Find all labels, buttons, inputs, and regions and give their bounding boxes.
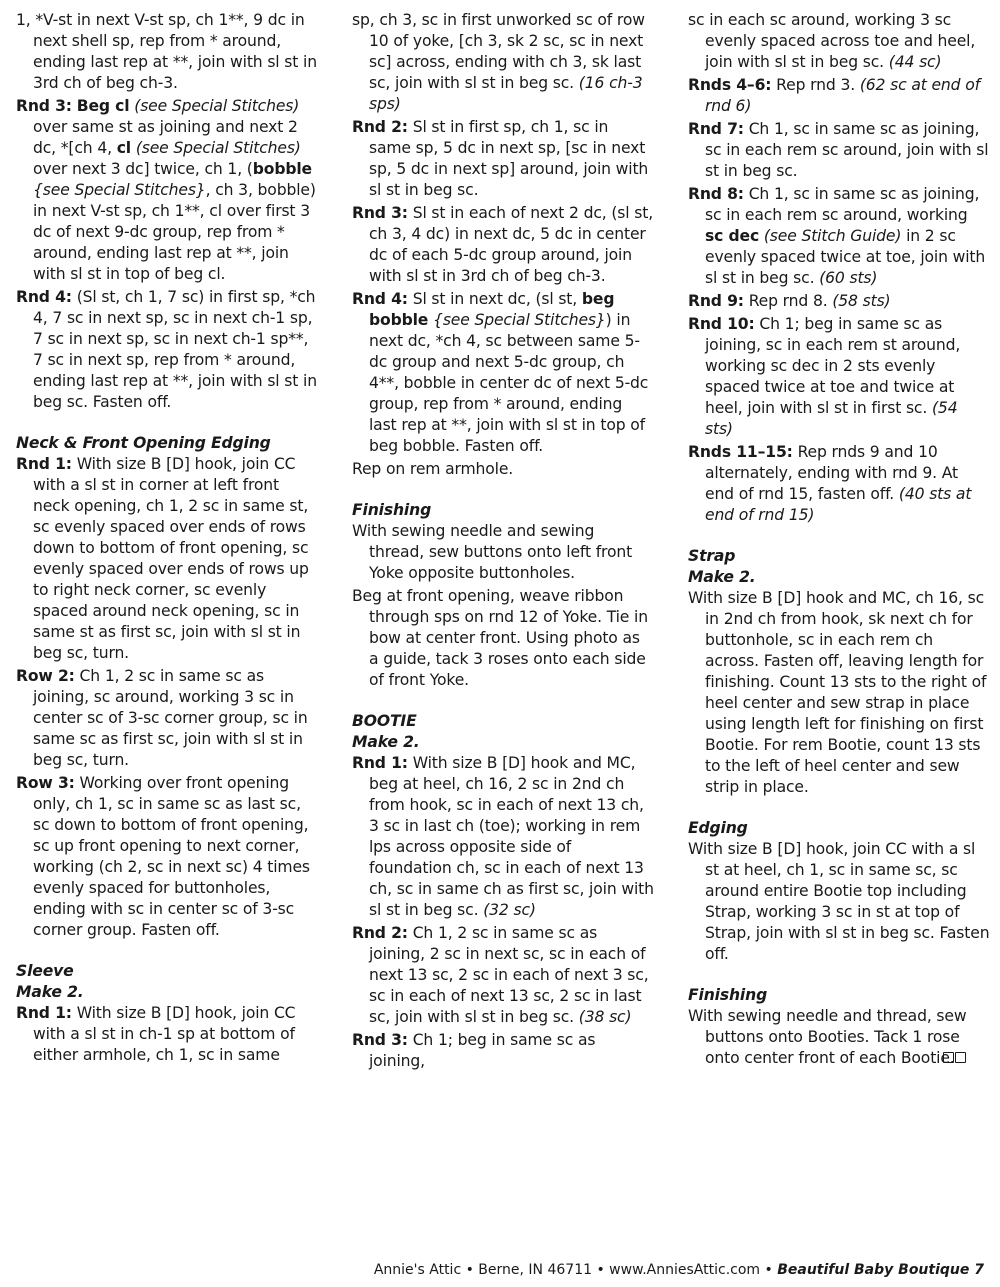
instruction-paragraph — [352, 117, 654, 201]
stitch-term: cl — [116, 139, 132, 157]
instruction-paragraph — [352, 289, 654, 457]
round-label: Rnd 4: — [16, 288, 72, 306]
body-text: Rep rnd 8. — [743, 292, 833, 310]
note-text: (16 ch-3 sps) — [369, 74, 643, 113]
round-label: Rnd 8: — [688, 185, 744, 203]
body-text: ) in next dc, *ch 4, sc between same 5-dc group and next 5-dc group, ch 4**, bobble in center dc of next 5-dc group, rep from * around, ending last rep at **, join with sl st in top of beg bobble. Fasten off. — [369, 311, 649, 455]
instruction-paragraph — [352, 923, 654, 1028]
note-text: (58 sts) — [832, 292, 891, 310]
round-label: Row 2: — [16, 667, 75, 685]
instruction-paragraph — [16, 96, 318, 285]
instruction-paragraph — [688, 75, 990, 117]
round-label: Rnd 2: — [352, 118, 408, 136]
body-text: Ch 1; beg in same sc as joining, — [369, 1031, 596, 1070]
body-text: With sewing needle and thread, sew buttons onto Booties. Tack 1 rose onto center front of each Bootie. — [688, 1007, 967, 1067]
instruction-paragraph — [688, 291, 990, 312]
note-text: {see Special Stitches} — [33, 181, 206, 199]
round-label: Rnd 9: — [688, 292, 744, 310]
instruction-paragraph — [688, 588, 990, 798]
body-text: (Sl st, ch 1, 7 sc) in first sp, *ch 4, 7 sc in next sp, sc in next ch-1 sp, 7 sc in next sp, sc in next ch-1 sp**, 7 sc in next sp, rep from * around, ending last rep at **, join with sl st in beg sc. Fasten off. — [33, 288, 317, 411]
body-text: Ch 1; beg in same sc as joining, sc in each rem st around, working sc dec in 2 sts evenly spaced twice at toe and twice at heel, join with sl st in first sc. — [705, 315, 961, 417]
instruction-paragraph — [352, 459, 654, 480]
body-text: over next 3 dc] twice, ch 1, ( — [33, 160, 253, 178]
instruction-paragraph — [688, 184, 990, 289]
instruction-paragraph — [16, 454, 318, 664]
instruction-paragraph — [16, 287, 318, 413]
note-text: (40 sts at end of rnd 15) — [705, 485, 972, 524]
body-text: Ch 1, sc in same sc as joining, sc in each rem sc around, working — [705, 185, 980, 224]
body-text: Ch 1, 2 sc in same sc as joining, sc around, working 3 sc in center sc of 3-sc corner group, sc in same sc as first sc, join with sl st in beg sc, turn. — [33, 667, 308, 769]
round-label: Row 3: — [16, 774, 75, 792]
section-heading: Finishing — [352, 501, 432, 519]
body-text: With size B [D] hook, join CC with a sl st in corner at left front neck opening, ch 1, 2 sc in same st, sc evenly spaced over ends of rows down to bottom of front opening, sc evenly spaced over ends of rows up to right neck corner, sc evenly spaced around neck opening, sc in same st as first sc, join with sl st in beg sc, turn. — [33, 455, 309, 662]
body-text: With size B [D] hook, join CC with a sl st in ch-1 sp at bottom of either armhole, ch 1, sc in same — [33, 1004, 296, 1064]
instruction-paragraph — [352, 521, 654, 584]
body-text: With size B [D] hook and MC, beg at heel, ch 16, 2 sc in 2nd ch from hook, sc in each of next 13 ch, 3 sc in last ch (toe); working in rem lps across opposite side of foundation ch, sc in each of next 13 ch, sc in same ch as first sc, join with sl st in beg sc. — [369, 754, 654, 919]
instruction-paragraph — [688, 839, 990, 965]
stitch-term: Beg cl — [76, 97, 130, 115]
round-label: Rnd 4: — [352, 290, 408, 308]
round-label: Rnd 10: — [688, 315, 755, 333]
section-heading: BOOTIE — [352, 712, 417, 730]
stitch-term: bobble — [252, 160, 312, 178]
body-text: Sl st in next dc, (sl st, — [407, 290, 582, 308]
instruction-paragraph — [688, 314, 990, 440]
note-text: (44 sc) — [888, 53, 942, 71]
body-text: Sl st in first sp, ch 1, sc in same sp, 5 dc in next sp, [sc in next sp, 5 dc in next sp] around, join with sl st in beg sc. — [369, 118, 649, 199]
note-text: (see Stitch Guide) — [763, 227, 902, 245]
round-label: Rnd 3: — [352, 204, 408, 222]
round-label: Rnd 1: — [16, 455, 72, 473]
section-heading: Strap — [688, 547, 736, 565]
stitch-term: beg bobble — [369, 290, 615, 329]
round-label: Rnds 11–15: — [688, 443, 793, 461]
round-label: Rnd 1: — [352, 754, 408, 772]
section-heading: Edging — [688, 819, 748, 837]
sub-heading: Make 2. — [352, 733, 420, 751]
body-text: Working over front opening only, ch 1, sc in same sc as last sc, sc down to bottom of front opening, sc up front opening to next corner, working (ch 2, sc in next sc) 4 times evenly spaced for buttonholes, ending with sc in center sc of 3-sc corner group. Fasten off. — [33, 774, 310, 939]
column-2 — [352, 10, 654, 1072]
instruction-paragraph — [352, 753, 654, 921]
body-text: Ch 1, 2 sc in same sc as joining, 2 sc in next sc, sc in each of next 13 sc, 2 sc in each of next 3 sc, sc in each of next 13 sc, 2 sc in last sc, join with sl st in beg sc. — [369, 924, 649, 1026]
instruction-paragraph — [16, 1003, 318, 1066]
section-heading: Sleeve — [16, 962, 74, 980]
round-label: Rnd 2: — [352, 924, 408, 942]
round-label: Rnd 7: — [688, 120, 744, 138]
instruction-paragraph — [352, 203, 654, 287]
instruction-paragraph — [688, 10, 990, 73]
body-text: sp, ch 3, sc in first unworked sc of row 10 of yoke, [ch 3, sk 2 sc, sc in next sc] across, ending with ch 3, sk last sc, join with sl st in beg sc. — [352, 11, 645, 92]
instruction-paragraph — [16, 10, 318, 94]
stitch-term: sc dec — [705, 227, 760, 245]
note-text: {see Special Stitches} — [433, 311, 606, 329]
body-text: sc in each sc around, working 3 sc evenly spaced across toe and heel, join with sl st in beg sc. — [688, 11, 976, 71]
body-text: Ch 1, sc in same sc as joining, sc in each rem sc around, join with sl st in beg sc. — [705, 120, 989, 180]
column-1 — [16, 10, 318, 1066]
note-text: (32 sc) — [483, 901, 536, 919]
body-text: , ch 3, bobble) in next V-st sp, ch 1**, cl over first 3 dc of next 9-dc group, rep from * around, ending last rep at **, join with sl st in top of beg cl. — [33, 181, 316, 283]
instruction-paragraph — [352, 10, 654, 115]
round-label: Rnd 3: — [16, 97, 72, 115]
instruction-paragraph — [688, 119, 990, 182]
note-text: (38 sc) — [578, 1008, 632, 1026]
body-text: 1, *V-st in next V-st sp, ch 1**, 9 dc in next shell sp, rep from * around, ending last rep at **, join with sl st in 3rd ch of beg ch-3. — [16, 11, 317, 92]
body-text: Beg at front opening, weave ribbon through sps on rnd 12 of Yoke. Tie in bow at center front. Using photo as a guide, tack 3 roses onto each side of front Yoke. — [352, 587, 648, 689]
instruction-paragraph — [688, 1006, 990, 1069]
instruction-paragraph — [352, 1030, 654, 1072]
round-label: Rnd 3: — [352, 1031, 408, 1049]
round-label: Rnds 4–6: — [688, 76, 772, 94]
body-text: Rep on rem armhole. — [352, 460, 514, 478]
instruction-paragraph — [16, 666, 318, 771]
note-text: (60 sts) — [819, 269, 878, 287]
note-text: (see Special Stitches) — [135, 139, 301, 157]
page-footer — [374, 1261, 984, 1279]
sub-heading: Make 2. — [688, 568, 756, 586]
note-text: (see Special Stitches) — [134, 97, 300, 115]
body-text: in 2 sc evenly spaced twice at toe, join with sl st in beg sc. — [705, 227, 986, 287]
round-label: Rnd 1: — [16, 1004, 72, 1022]
sub-heading: Make 2. — [16, 983, 84, 1001]
section-heading: Finishing — [688, 986, 768, 1004]
instruction-paragraph — [16, 773, 318, 941]
instruction-paragraph — [688, 442, 990, 526]
note-text: (62 sc at end of rnd 6) — [705, 76, 980, 115]
body-text: With size B [D] hook and MC, ch 16, sc in 2nd ch from hook, sk next ch for buttonhole, sc in each rem ch across. Fasten off, leaving length for finishing. Count 13 sts to the right of heel center and sew strap in place using length left for finishing on first Bootie. For rem Bootie, count 13 sts to the left of heel center and sew strip in place. — [688, 589, 987, 796]
footer-publisher: Annie's Attic • Berne, IN 46711 • www.AnniesAttic.com • — [373, 1262, 778, 1278]
footer-book-title: Beautiful Baby Boutique 7 — [777, 1262, 984, 1278]
column-3 — [688, 10, 990, 1069]
body-text: Rep rnd 3. — [771, 76, 860, 94]
body-text: Rep rnds 9 and 10 alternately, ending with rnd 9. At end of rnd 15, fasten off. — [705, 443, 958, 503]
body-text: Sl st in each of next 2 dc, (sl st, ch 3, 4 dc) in next dc, 5 dc in center dc of each 5-dc group around, join with sl st in 3rd ch of beg ch-3. — [369, 204, 654, 285]
instruction-paragraph — [352, 586, 654, 691]
body-text: With size B [D] hook, join CC with a sl st at heel, ch 1, sc in same sc, sc around entire Bootie top including Strap, working 3 sc in st at top of Strap, join with sl st in beg sc. Fasten off. — [688, 840, 990, 963]
section-heading: Neck & Front Opening Edging — [16, 434, 271, 452]
note-text: (54 sts) — [705, 399, 958, 438]
body-text: over same st as joining and next 2 dc, *[ch 4, — [33, 118, 298, 157]
end-of-pattern-icon — [959, 1048, 971, 1069]
body-text: With sewing needle and sewing thread, sew buttons onto left front Yoke opposite buttonholes. — [352, 522, 633, 582]
